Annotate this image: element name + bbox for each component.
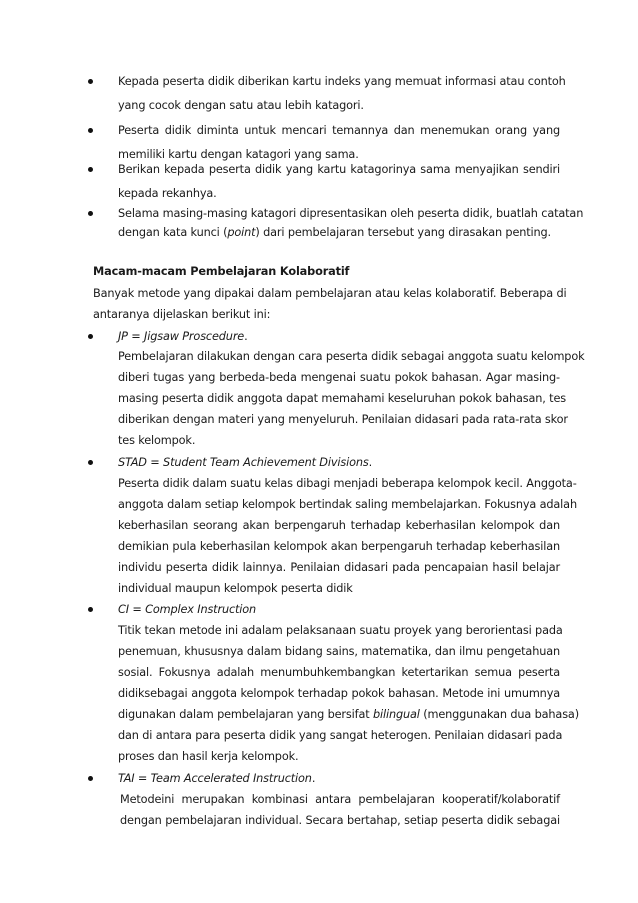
italic-term: point xyxy=(227,226,256,239)
method-title-text: TAI = Team Accelerated Instruction xyxy=(118,772,312,785)
bullet-text-line: Peserta didik diminta untuk mencari temannya dan menemukan orang yang xyxy=(118,124,560,137)
method-title xyxy=(118,603,256,617)
method-line: penemuan, khususnya dalam bidang sains, matematika, dan ilmu pengetahuan xyxy=(118,645,560,658)
method-line: keberhasilan seorang akan berpengaruh terhadap keberhasilan kelompok dan xyxy=(118,519,560,532)
bullet-dot xyxy=(88,167,93,172)
text-span: ) dari pembelajaran tersebut yang dirasakan penting. xyxy=(255,226,551,239)
method-line: Metodeini merupakan kombinasi antara pembelajaran kooperatif/kolaboratif xyxy=(120,793,560,806)
method-line: masing peserta didik anggota dapat memahami keseluruhan pokok bahasan, tes xyxy=(118,392,566,405)
intro-line: Banyak metode yang dipakai dalam pembelajaran atau kelas kolaboratif. Beberapa di xyxy=(93,287,567,300)
bullet-dot xyxy=(88,607,93,612)
bullet-dot xyxy=(88,211,93,216)
method-line: anggota dalam setiap kelompok bertindak saling membelajarkan. Fokusnya adalah xyxy=(118,498,577,511)
bullet-text-line xyxy=(118,226,551,240)
method-line: dengan pembelajaran individual. Secara bertahap, setiap peserta didik sebagai xyxy=(120,814,560,827)
bullet-dot xyxy=(88,128,93,133)
method-title-text: JP = Jigsaw Proscedure xyxy=(118,330,245,343)
bullet-text-line: Berikan kepada peserta didik yang kartu katagorinya sama menyajikan sendiri xyxy=(118,163,560,176)
method-line: diberi tugas yang berbeda-beda mengenai suatu pokok bahasan. Agar masing- xyxy=(118,371,560,384)
bullet-dot xyxy=(88,460,93,465)
method-line: dan di antara para peserta didik yang sangat heterogen. Penilaian didasari pada xyxy=(118,729,563,742)
method-title-suffix: . xyxy=(368,456,373,469)
method-line: diberikan dengan materi yang menyeluruh. Penilaian didasari pada rata-rata skor xyxy=(118,413,568,426)
method-title-text: CI = Complex Instruction xyxy=(118,603,257,616)
bullet-text-line: kepada rekanhya. xyxy=(118,187,217,200)
method-title xyxy=(118,772,315,786)
method-line: Peserta didik dalam suatu kelas dibagi menjadi beberapa kelompok kecil. Anggota- xyxy=(118,477,577,490)
bullet-dot xyxy=(88,334,93,339)
bullet-text-line: Kepada peserta didik diberikan kartu indeks yang memuat informasi atau contoh xyxy=(118,75,566,88)
bullet-dot xyxy=(88,79,93,84)
method-line: didiksebagai anggota kelompok terhadap pokok bahasan. Metode ini umumnya xyxy=(118,687,560,700)
method-line: individual maupun kelompok peserta didik xyxy=(118,582,353,595)
method-line: demikian pula keberhasilan kelompok akan berpengaruh terhadap keberhasilan xyxy=(118,540,560,553)
bullet-text-line: yang cocok dengan satu atau lebih katagori. xyxy=(118,99,364,112)
bullet-text-line: memiliki kartu dengan katagori yang sama. xyxy=(118,148,359,161)
method-title xyxy=(118,330,248,344)
method-line xyxy=(118,708,579,722)
method-title-suffix: . xyxy=(244,330,248,343)
method-line: Pembelajaran dilakukan dengan cara peserta didik sebagai anggota suatu kelompok xyxy=(118,350,585,363)
method-title-suffix: . xyxy=(311,772,316,785)
method-line: sosial. Fokusnya adalah menumbuhkembangkan ketertarikan semua peserta xyxy=(118,666,560,679)
intro-line: antaranya dijelaskan berikut ini: xyxy=(93,308,271,321)
method-line: tes kelompok. xyxy=(118,434,196,447)
method-line: Titik tekan metode ini adalam pelaksanaan suatu proyek yang berorientasi pada xyxy=(118,624,563,637)
bullet-text-line: Selama masing-masing katagori dipresentasikan oleh peserta didik, buatlah catatan xyxy=(118,207,584,220)
italic-term: bilingual xyxy=(372,708,420,721)
method-title-text: STAD = Student Team Achievement Divisions xyxy=(118,456,369,469)
method-title xyxy=(118,456,372,470)
method-line: individu peserta didik lainnya. Penilaian didasari pada pencapaian hasil belajar xyxy=(118,561,560,574)
bullet-dot xyxy=(88,776,93,781)
text-span: dengan kata kunci ( xyxy=(118,226,228,239)
section-heading: Macam-macam Pembelajaran Kolaboratif xyxy=(93,265,350,278)
method-line: proses dan hasil kerja kelompok. xyxy=(118,750,299,763)
text-span: (menggunakan dua bahasa) xyxy=(419,708,579,721)
text-span: digunakan dalam pembelajaran yang bersifat xyxy=(118,708,373,721)
